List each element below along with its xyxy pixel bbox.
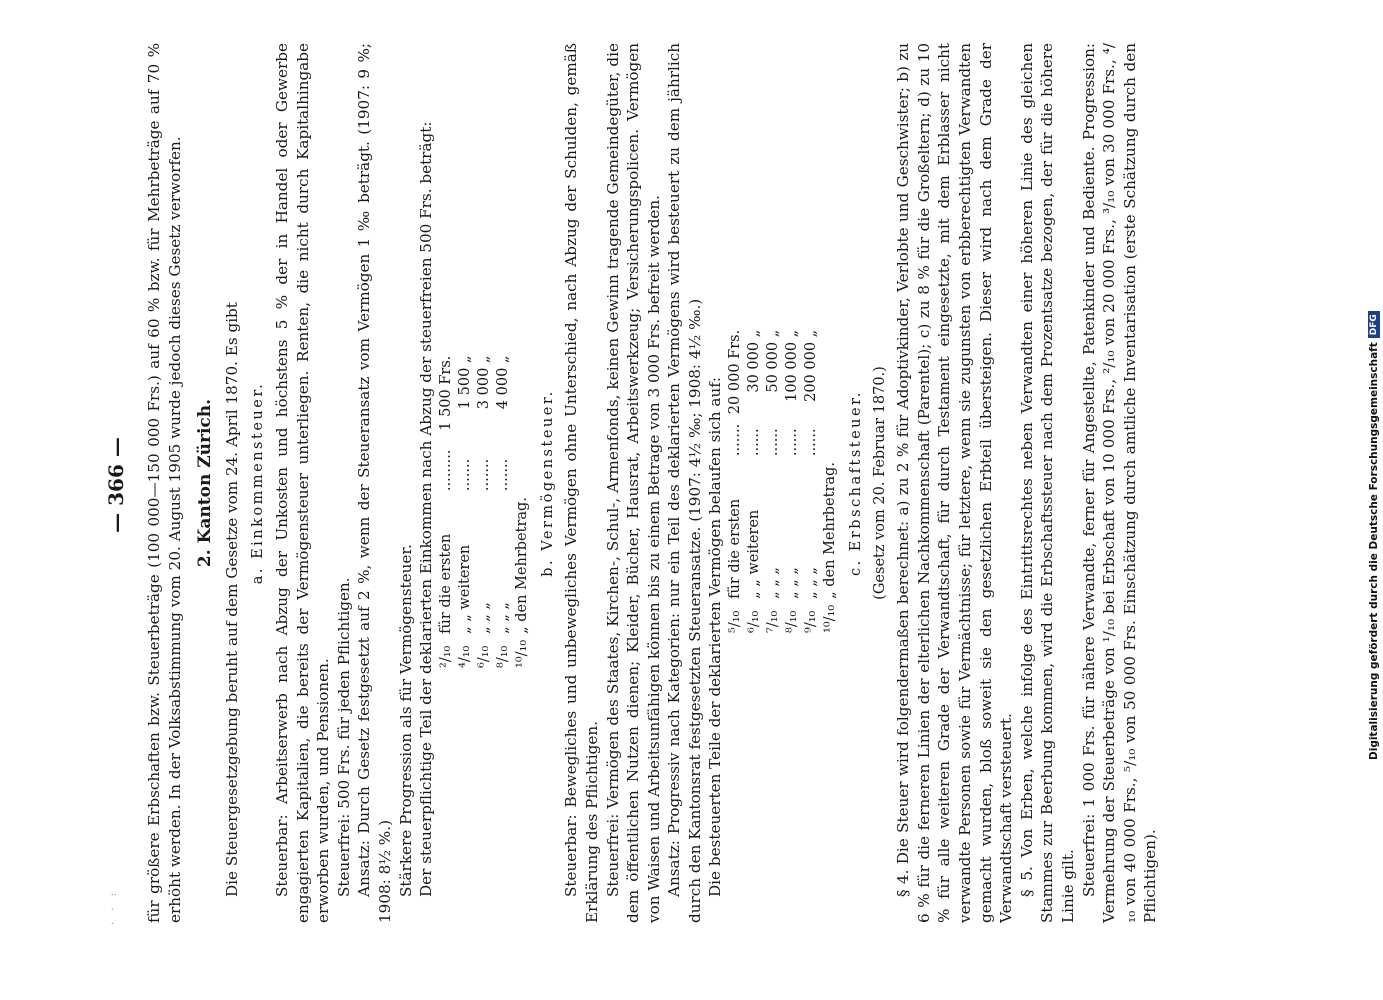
table-row	[764, 324, 783, 633]
table-cell-label: „ „ „	[475, 602, 492, 634]
intro-paragraph: für größere Erbschaften bzw. Steuerbeträge (100 000—150 000 Frs.) auf 60 % bzw. für Mehrbeträge auf 70 % erhöht werden. In der Volksabstimmung vom 20. August 1905 wurde jedoch dieses Gesetz verworfen.	[145, 43, 184, 923]
table-cell-dots: .......	[494, 458, 511, 492]
subsection-c-title: c. Erbschaftsteuer.	[848, 389, 865, 577]
a-progression: Stärkere Progression als für Vermögensteuer.	[396, 544, 415, 897]
table-row	[475, 350, 494, 668]
dfg-credit-text: Digitalisierung gefördert durch die Deutsche Forschungsgemeinschaft	[1368, 342, 1380, 760]
table-row	[494, 350, 513, 668]
table-cell-frac: ⁵/₁₀	[727, 610, 744, 633]
table-row	[821, 324, 840, 633]
table-cell-label: „ „ „	[784, 567, 801, 599]
a-table-intro: Der steuerpflichtige Teil der deklarierten Einkommen nach Abzug der steuerfreien 500 Frs. beträgt:	[417, 121, 436, 897]
c-para-5: § 5. Von Erben, welche infolge des Eintrittsrechtes neben Verwandten einer höheren Linie des gleichen Stammes zur Beerbung kommen, wird die Erbschaftssteuer nach dem Prozentsatze bezogen, der für die höhere Linie gilt.	[1017, 43, 1077, 923]
b-steuerbar: Steuerbar: Bewegliches und unbewegliches Vermögen ohne Unterschied, nach Abzug der Schulden, gemäß Erklärung des Pflichtigen.	[562, 43, 601, 923]
table-cell-value: 50 000 „	[765, 329, 782, 393]
table-cell-frac: ⁶/₁₀	[746, 610, 763, 633]
table-cell-value	[513, 350, 532, 444]
table-cell-frac: ⁴/₁₀	[456, 645, 473, 668]
table-cell-dots: ......	[803, 428, 820, 457]
table-cell-dots: .......	[475, 458, 492, 492]
table-cell-frac: ¹⁰/₁₀	[513, 639, 530, 668]
table-cell-frac: ⁷/₁₀	[765, 610, 782, 633]
table-cell-label: „ „ „	[494, 602, 511, 634]
table-cell-frac: ²/₁₀	[437, 645, 454, 668]
page-body	[144, 43, 1161, 923]
a-steuerfrei: Steuerfrei: 500 Frs. für jeden Pflichtigen.	[334, 577, 353, 897]
table-row	[802, 324, 821, 633]
scan-specks: · · :	[108, 888, 119, 925]
table-row	[745, 324, 764, 633]
b-ansatz: Ansatz: Progressiv nach Kategorien: nur ein Teil des deklarierten Vermögens wird besteuert zu dem jährlich durch den Kantonsrat festgesetzten Steueransatze. (1907: 4½ ‰; 1908: 4½ ‰.)	[665, 43, 704, 923]
table-cell-label: „ „ „	[803, 567, 820, 599]
table-cell-label: „ den Mehrbetrag.	[822, 462, 839, 599]
table-cell-dots: ......	[765, 428, 782, 457]
table-row	[437, 350, 456, 668]
table-cell-frac: ⁹/₁₀	[803, 610, 820, 633]
c-steuerfrei: Steuerfrei: 1 000 Frs. für nähere Verwandte, ferner für Angestellte, Patenkinder und Bediente. Progression: Vermehrung der Steuerbeträge von ¹/₁₀ bei Erbschaft von 10 000 Frs., ²/₁₀ von 20 000 Frs., ³/₁₀ von 30 000 Frs., ⁴/₁₀ von 40 000 Frs., ⁵/₁₀ von 50 000 Frs. Einschätzung durch amtliche Inventarisation (erste Schätzung durch den Pflichtigen).	[1079, 43, 1160, 923]
table-cell-value: 20 000 Frs.	[727, 329, 744, 415]
table-cell-value: 3 000 „	[475, 355, 492, 410]
c-para-4: § 4. Die Steuer wird folgendermaßen berechnet: a) zu 2 % für Adoptivkinder, Verlobte und Geschwister; b) zu 6 % für die ferneren Linien der elterlichen Nachkommenschaft (Parentel); c) zu 8 % für die Großeltern; d) zu 10 % für alle weiteren Grade der Verwandtschaft, für durch Testament eingesetzte, mit dem Erblasser nicht verwandte Personen sowie für Vermächtnisse; für letztere, wenn sie zugunsten von erbberechtigten Verwandten gemacht wurden, bloß soweit sie den gesetzlichen Erbteil übersteigen. Dieser wird nach dem Grade der Verwandtschaft versteuert.	[894, 43, 1016, 923]
wealth-tax-table	[726, 324, 840, 633]
table-cell-value: 1 500 „	[456, 355, 473, 410]
table-row	[456, 350, 475, 668]
page-header	[96, 5, 136, 965]
table-cell-dots: .......	[727, 423, 744, 457]
page-number: — 366 —	[103, 437, 128, 533]
table-cell-value: 100 000 „	[784, 329, 801, 402]
table-cell-label: „ „ „	[765, 567, 782, 599]
table-row	[513, 350, 532, 668]
subsection-b-title: b. Vermögensteuer.	[539, 389, 556, 577]
c-law: (Gesetz vom 20. Februar 1870.)	[871, 366, 888, 600]
dfg-logo: DFG	[1368, 311, 1380, 338]
table-cell-dots: .........	[437, 449, 454, 492]
a-steuerbar: Steuerbar: Arbeitserwerb nach Abzug der Unkosten und höchstens 5 % der in Handel oder Gewerbe engagierten Kapitalien, die bereits der Vermögensteuer unterliegen. Renten, die nicht durch Kapitalhingabe erworben wurden, und Pensionen.	[272, 43, 333, 923]
b-steuerfrei: Steuerfrei: Vermögen des Staates, Kirchen-, Schul-, Armenfonds, keinen Gewinn tragende Gemeindegüter, die dem öffentlichen Nutzen dienen; Kleider, Bücher, Hausrat, Arbeitswerkzeug; Versicherungspolicen. Vermögen von Waisen und Arbeitsunfähigen können bis zu einem Betrage von 3 000 Frs. befreit werden.	[603, 43, 663, 923]
table-cell-dots: ......	[784, 428, 801, 457]
table-cell-value: 4 000 „	[494, 355, 511, 410]
b-table-intro: Die besteuerten Teile der deklarierten Vermögen belaufen sich auf:	[706, 377, 725, 897]
table-cell-value: 200 000 „	[803, 329, 820, 402]
table-cell-label: für die ersten	[437, 533, 454, 634]
table-row	[726, 324, 745, 633]
table-cell-frac: ⁸/₁₀	[494, 645, 511, 668]
table-cell-label: „ „ weiteren	[746, 509, 763, 599]
table-cell-label: für die ersten	[727, 498, 744, 599]
section-title: 2. Kanton Zürich.	[195, 398, 216, 568]
subsection-a-title: a. Einkommensteuer.	[250, 381, 267, 585]
table-cell-value	[821, 324, 840, 418]
table-cell-label: „ „ weiteren	[456, 544, 473, 634]
table-cell-dots: .......	[456, 458, 473, 492]
table-cell-value: 30 000 „	[746, 329, 763, 393]
table-row	[783, 324, 802, 633]
table-cell-dots	[821, 418, 840, 456]
table-cell-value: 1 500 Frs.	[437, 355, 454, 431]
a-ansatz: Ansatz: Durch Gesetz festgesetzt auf 2 %, wenn der Steueransatz vom Vermögen 1 ‰ beträgt. (1907: 9 %; 1908: 8½ %.)	[355, 43, 394, 923]
table-cell-dots: ......	[746, 428, 763, 457]
rotated-document-page	[96, 5, 1356, 965]
section-intro: Die Steuergesetzgebung beruht auf dem Gesetze vom 24. April 1870. Es gibt	[222, 302, 241, 897]
table-cell-frac: ⁶/₁₀	[475, 645, 492, 668]
table-cell-frac: ¹⁰/₁₀	[822, 604, 839, 633]
table-cell-frac: ⁸/₁₀	[784, 610, 801, 633]
table-cell-dots	[513, 444, 532, 491]
dfg-sidebar	[1362, 0, 1383, 1000]
income-tax-table	[437, 350, 532, 668]
table-cell-label: „ den Mehrbetrag.	[513, 497, 530, 634]
